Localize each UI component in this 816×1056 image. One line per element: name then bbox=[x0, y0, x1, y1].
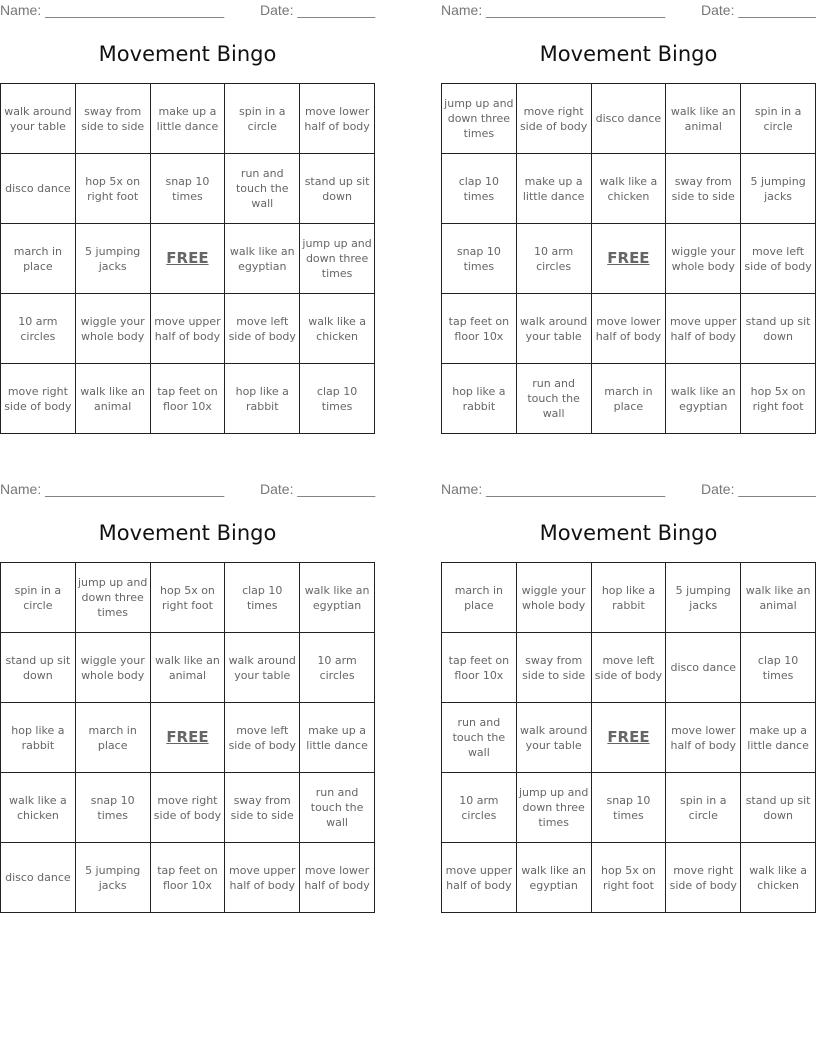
bingo-cell-label: run and touch the wall bbox=[235, 167, 289, 210]
bingo-row bbox=[442, 84, 816, 154]
bingo-cell bbox=[225, 154, 300, 224]
bingo-cell bbox=[591, 294, 666, 364]
bingo-grid bbox=[0, 83, 375, 434]
name-field-label: Name: _______________________ bbox=[0, 481, 225, 497]
card-title: Movement Bingo bbox=[539, 42, 718, 66]
bingo-row bbox=[442, 633, 816, 703]
bingo-cell-label: sway from side to side bbox=[671, 174, 735, 203]
bingo-cell bbox=[516, 843, 591, 913]
bingo-row bbox=[442, 154, 816, 224]
bingo-cell bbox=[666, 154, 741, 224]
bingo-cell-label: move upper half of body bbox=[154, 314, 221, 343]
bingo-cell bbox=[225, 294, 300, 364]
bingo-cell bbox=[666, 773, 741, 843]
free-space-label: FREE bbox=[607, 249, 650, 267]
bingo-cell-label: jump up and down three times bbox=[518, 786, 589, 829]
bingo-cell bbox=[225, 843, 300, 913]
bingo-cell bbox=[300, 703, 375, 773]
bingo-cell bbox=[591, 84, 666, 154]
bingo-cell-label: tap feet on floor 10x bbox=[448, 314, 510, 343]
bingo-cell bbox=[741, 294, 816, 364]
bingo-cell-label: walk around your table bbox=[4, 104, 72, 133]
card-header bbox=[0, 2, 375, 20]
bingo-cell-label: walk like an animal bbox=[670, 104, 736, 133]
card-header bbox=[441, 2, 816, 20]
bingo-cell-label: move upper half of body bbox=[445, 863, 513, 892]
bingo-cell bbox=[75, 773, 150, 843]
bingo-cell-label: move right side of body bbox=[153, 793, 222, 822]
bingo-cell-label: spin in a circle bbox=[754, 104, 802, 133]
bingo-cell bbox=[150, 294, 225, 364]
bingo-cell bbox=[666, 703, 741, 773]
bingo-cell bbox=[516, 703, 591, 773]
bingo-cell bbox=[516, 294, 591, 364]
bingo-cell-label: march in place bbox=[454, 583, 503, 612]
bingo-cell-label: disco dance bbox=[5, 871, 71, 884]
bingo-cell-label: move left side of body bbox=[228, 723, 296, 752]
bingo-cell bbox=[741, 633, 816, 703]
date-field-label: Date: __________ bbox=[701, 2, 816, 18]
bingo-cell-label: jump up and down three times bbox=[77, 576, 148, 619]
free-space-cell bbox=[591, 703, 666, 773]
bingo-cell-label: move right side of body bbox=[519, 104, 588, 133]
free-space-label: FREE bbox=[607, 728, 650, 746]
bingo-cell bbox=[591, 843, 666, 913]
bingo-cell bbox=[300, 224, 375, 294]
bingo-cell bbox=[442, 84, 517, 154]
bingo-cell bbox=[741, 563, 816, 633]
bingo-cell bbox=[300, 563, 375, 633]
bingo-cell-label: stand up sit down bbox=[5, 653, 71, 682]
bingo-cell bbox=[442, 224, 517, 294]
bingo-cell-label: walk like an egyptian bbox=[304, 583, 370, 612]
bingo-cell bbox=[150, 154, 225, 224]
bingo-cell bbox=[442, 154, 517, 224]
free-space-cell bbox=[150, 703, 225, 773]
bingo-card bbox=[441, 479, 816, 914]
bingo-cell-label: walk like a chicken bbox=[749, 863, 807, 892]
bingo-cell-label: wiggle your whole body bbox=[521, 583, 586, 612]
bingo-cell bbox=[300, 84, 375, 154]
name-field-label: Name: _______________________ bbox=[441, 481, 666, 497]
bingo-cell bbox=[1, 224, 76, 294]
bingo-cell bbox=[1, 364, 76, 434]
bingo-cell-label: run and touch the wall bbox=[527, 377, 580, 420]
date-field-label: Date: __________ bbox=[260, 481, 376, 497]
bingo-cell-label: move right side of body bbox=[669, 863, 737, 892]
bingo-cell-label: snap 10 times bbox=[165, 174, 210, 203]
bingo-cell-label: 10 arm circles bbox=[18, 314, 58, 343]
bingo-cell bbox=[150, 633, 225, 703]
bingo-cell bbox=[1, 633, 76, 703]
bingo-cell-label: clap 10 times bbox=[458, 174, 500, 203]
bingo-cell-label: walk around your table bbox=[228, 653, 296, 682]
bingo-cell-label: make up a little dance bbox=[156, 104, 219, 133]
bingo-cell-label: run and touch the wall bbox=[310, 786, 364, 829]
bingo-cell-label: sway from side to side bbox=[230, 793, 294, 822]
bingo-cell bbox=[516, 224, 591, 294]
bingo-row bbox=[1, 224, 375, 294]
bingo-cell-label: stand up sit down bbox=[745, 793, 811, 822]
bingo-cell-label: wiggle your whole body bbox=[80, 314, 145, 343]
bingo-cell-label: disco dance bbox=[670, 661, 737, 674]
bingo-row bbox=[442, 224, 816, 294]
free-space-label: FREE bbox=[166, 728, 209, 746]
bingo-grid bbox=[0, 562, 375, 913]
bingo-cell bbox=[75, 633, 150, 703]
bingo-cell bbox=[300, 294, 375, 364]
bingo-cell-label: spin in a circle bbox=[14, 583, 62, 612]
bingo-cell-label: hop 5x on right foot bbox=[85, 174, 141, 203]
date-field-label: Date: __________ bbox=[701, 481, 816, 497]
bingo-cell-label: walk like a chicken bbox=[9, 793, 67, 822]
bingo-cell-label: walk like an egyptian bbox=[229, 244, 295, 273]
bingo-cell-label: march in place bbox=[604, 384, 653, 413]
bingo-cell bbox=[1, 773, 76, 843]
bingo-cell bbox=[516, 154, 591, 224]
bingo-cell bbox=[150, 773, 225, 843]
bingo-cell-label: walk like an egyptian bbox=[670, 384, 736, 413]
bingo-cell bbox=[516, 364, 591, 434]
bingo-cell-label: 5 jumping jacks bbox=[85, 244, 141, 273]
bingo-cell-label: disco dance bbox=[5, 182, 71, 195]
card-header bbox=[441, 481, 816, 499]
bingo-cell-label: run and touch the wall bbox=[452, 716, 506, 759]
bingo-row bbox=[1, 154, 375, 224]
bingo-row bbox=[1, 633, 375, 703]
bingo-row bbox=[1, 294, 375, 364]
bingo-cell bbox=[75, 84, 150, 154]
bingo-cell bbox=[666, 224, 741, 294]
bingo-cell bbox=[442, 563, 517, 633]
bingo-cell-label: move right side of body bbox=[4, 384, 72, 413]
bingo-cell bbox=[300, 633, 375, 703]
bingo-cell-label: tap feet on floor 10x bbox=[157, 863, 218, 892]
bingo-cell-label: move left side of body bbox=[744, 244, 812, 273]
bingo-cell-label: move upper half of body bbox=[670, 314, 737, 343]
bingo-cell bbox=[150, 843, 225, 913]
bingo-cell-label: move lower half of body bbox=[595, 314, 662, 343]
bingo-cell-label: snap 10 times bbox=[456, 244, 501, 273]
bingo-cell bbox=[442, 294, 517, 364]
bingo-row bbox=[1, 843, 375, 913]
bingo-cell-label: spin in a circle bbox=[239, 104, 286, 133]
bingo-cell bbox=[75, 294, 150, 364]
bingo-cell bbox=[666, 633, 741, 703]
bingo-cell-label: move upper half of body bbox=[229, 863, 296, 892]
bingo-cell bbox=[741, 703, 816, 773]
bingo-cell bbox=[1, 563, 76, 633]
bingo-cell-label: move lower half of body bbox=[304, 863, 370, 892]
bingo-cell bbox=[300, 843, 375, 913]
bingo-cell-label: walk like an animal bbox=[155, 653, 220, 682]
bingo-cell bbox=[741, 843, 816, 913]
bingo-cell-label: stand up sit down bbox=[745, 314, 811, 343]
bingo-row bbox=[1, 364, 375, 434]
bingo-cell bbox=[300, 154, 375, 224]
bingo-card bbox=[0, 479, 375, 914]
bingo-cell bbox=[666, 563, 741, 633]
bingo-cell bbox=[75, 154, 150, 224]
bingo-cell bbox=[1, 84, 76, 154]
card-title: Movement Bingo bbox=[98, 521, 277, 545]
bingo-cell bbox=[1, 843, 76, 913]
free-space-cell bbox=[150, 224, 225, 294]
bingo-cell bbox=[225, 84, 300, 154]
bingo-cell bbox=[1, 703, 76, 773]
bingo-cell-label: make up a little dance bbox=[306, 723, 368, 752]
bingo-cell-label: hop 5x on right foot bbox=[750, 384, 806, 413]
bingo-cell-label: clap 10 times bbox=[316, 384, 358, 413]
bingo-row bbox=[442, 563, 816, 633]
bingo-cell bbox=[741, 154, 816, 224]
bingo-cell bbox=[516, 773, 591, 843]
bingo-cell-label: march in place bbox=[88, 723, 137, 752]
bingo-cell bbox=[1, 154, 76, 224]
bingo-row bbox=[1, 773, 375, 843]
bingo-cell bbox=[741, 224, 816, 294]
bingo-row bbox=[442, 294, 816, 364]
bingo-cell-label: 5 jumping jacks bbox=[750, 174, 806, 203]
bingo-cell bbox=[75, 364, 150, 434]
bingo-cell bbox=[225, 364, 300, 434]
bingo-cell-label: move left side of body bbox=[228, 314, 296, 343]
bingo-cell-label: jump up and down three times bbox=[444, 97, 514, 140]
bingo-cell bbox=[225, 563, 300, 633]
bingo-cell-label: walk like an animal bbox=[80, 384, 146, 413]
bingo-cell bbox=[666, 364, 741, 434]
bingo-cell-label: tap feet on floor 10x bbox=[157, 384, 218, 413]
bingo-cell bbox=[1, 294, 76, 364]
bingo-cell bbox=[741, 364, 816, 434]
bingo-cell-label: move lower half of body bbox=[670, 723, 736, 752]
bingo-cell bbox=[591, 154, 666, 224]
bingo-cell bbox=[150, 563, 225, 633]
bingo-cell-label: make up a little dance bbox=[747, 723, 809, 752]
name-field-label: Name: _______________________ bbox=[441, 2, 666, 18]
free-space-cell bbox=[591, 224, 666, 294]
free-space-label: FREE bbox=[166, 249, 209, 267]
card-title: Movement Bingo bbox=[539, 521, 718, 545]
bingo-cell bbox=[442, 703, 517, 773]
bingo-cell bbox=[516, 633, 591, 703]
bingo-cell-label: hop 5x on right foot bbox=[601, 863, 656, 892]
bingo-cell bbox=[225, 773, 300, 843]
bingo-cell-label: hop 5x on right foot bbox=[160, 583, 215, 612]
bingo-cell bbox=[300, 773, 375, 843]
bingo-cell-label: sway from side to side bbox=[81, 104, 145, 133]
bingo-cell-label: walk like a chicken bbox=[308, 314, 366, 343]
bingo-cell-label: hop like a rabbit bbox=[452, 384, 506, 413]
bingo-cell-label: move left side of body bbox=[594, 653, 663, 682]
bingo-cell bbox=[75, 703, 150, 773]
bingo-cell-label: stand up sit down bbox=[304, 174, 370, 203]
bingo-cell-label: make up a little dance bbox=[522, 174, 585, 203]
bingo-row bbox=[442, 773, 816, 843]
bingo-cell bbox=[225, 703, 300, 773]
bingo-cell-label: clap 10 times bbox=[242, 583, 283, 612]
bingo-cell-label: spin in a circle bbox=[680, 793, 727, 822]
bingo-cell bbox=[591, 633, 666, 703]
bingo-cell-label: 10 arm circles bbox=[459, 793, 499, 822]
bingo-cell bbox=[442, 364, 517, 434]
bingo-cell-label: march in place bbox=[13, 244, 63, 273]
bingo-cell-label: snap 10 times bbox=[606, 793, 651, 822]
bingo-cell-label: 5 jumping jacks bbox=[85, 863, 141, 892]
bingo-cell-label: 10 arm circles bbox=[533, 244, 574, 273]
bingo-row bbox=[1, 563, 375, 633]
bingo-cell-label: snap 10 times bbox=[90, 793, 135, 822]
name-field-label: Name: _______________________ bbox=[0, 2, 225, 18]
bingo-cell bbox=[442, 633, 517, 703]
bingo-cell bbox=[666, 843, 741, 913]
bingo-cell bbox=[741, 773, 816, 843]
bingo-cell bbox=[591, 364, 666, 434]
bingo-cell-label: clap 10 times bbox=[757, 653, 799, 682]
bingo-cell bbox=[75, 563, 150, 633]
bingo-cell-label: hop like a rabbit bbox=[601, 583, 656, 612]
bingo-cell bbox=[150, 84, 225, 154]
bingo-cell-label: walk like a chicken bbox=[599, 174, 658, 203]
bingo-cell bbox=[666, 84, 741, 154]
bingo-cell bbox=[75, 224, 150, 294]
bingo-cell-label: hop like a rabbit bbox=[235, 384, 289, 413]
bingo-cell-label: walk around your table bbox=[519, 314, 588, 343]
bingo-row bbox=[1, 703, 375, 773]
bingo-cell bbox=[516, 84, 591, 154]
date-field-label: Date: __________ bbox=[260, 2, 376, 18]
bingo-cell-label: walk around your table bbox=[519, 723, 588, 752]
bingo-cell bbox=[300, 364, 375, 434]
bingo-cell-label: wiggle your whole body bbox=[671, 244, 736, 273]
bingo-cell bbox=[591, 563, 666, 633]
bingo-cell bbox=[666, 294, 741, 364]
bingo-grid bbox=[441, 562, 816, 913]
bingo-cell bbox=[225, 633, 300, 703]
bingo-card bbox=[441, 0, 816, 435]
bingo-row bbox=[442, 843, 816, 913]
bingo-cell bbox=[442, 773, 517, 843]
bingo-cell bbox=[75, 843, 150, 913]
bingo-cell-label: 5 jumping jacks bbox=[675, 583, 731, 612]
bingo-cell bbox=[591, 773, 666, 843]
bingo-cell bbox=[516, 563, 591, 633]
bingo-cell-label: disco dance bbox=[595, 112, 662, 125]
bingo-cell-label: walk like an egyptian bbox=[521, 863, 587, 892]
bingo-cell-label: jump up and down three times bbox=[302, 237, 372, 280]
bingo-cell-label: walk like an animal bbox=[745, 583, 811, 612]
bingo-grid bbox=[441, 83, 816, 434]
bingo-cell-label: 10 arm circles bbox=[317, 653, 357, 682]
bingo-cell-label: tap feet on floor 10x bbox=[448, 653, 510, 682]
bingo-cell-label: hop like a rabbit bbox=[11, 723, 65, 752]
bingo-cell bbox=[150, 364, 225, 434]
bingo-row bbox=[442, 703, 816, 773]
bingo-cell-label: sway from side to side bbox=[522, 653, 586, 682]
bingo-cell bbox=[442, 843, 517, 913]
card-title: Movement Bingo bbox=[98, 42, 277, 66]
bingo-cell-label: move lower half of body bbox=[304, 104, 370, 133]
bingo-cell-label: wiggle your whole body bbox=[80, 653, 145, 682]
bingo-row bbox=[442, 364, 816, 434]
card-header bbox=[0, 481, 375, 499]
bingo-cell bbox=[741, 84, 816, 154]
bingo-cell bbox=[225, 224, 300, 294]
bingo-row bbox=[1, 84, 375, 154]
bingo-card bbox=[0, 0, 375, 435]
